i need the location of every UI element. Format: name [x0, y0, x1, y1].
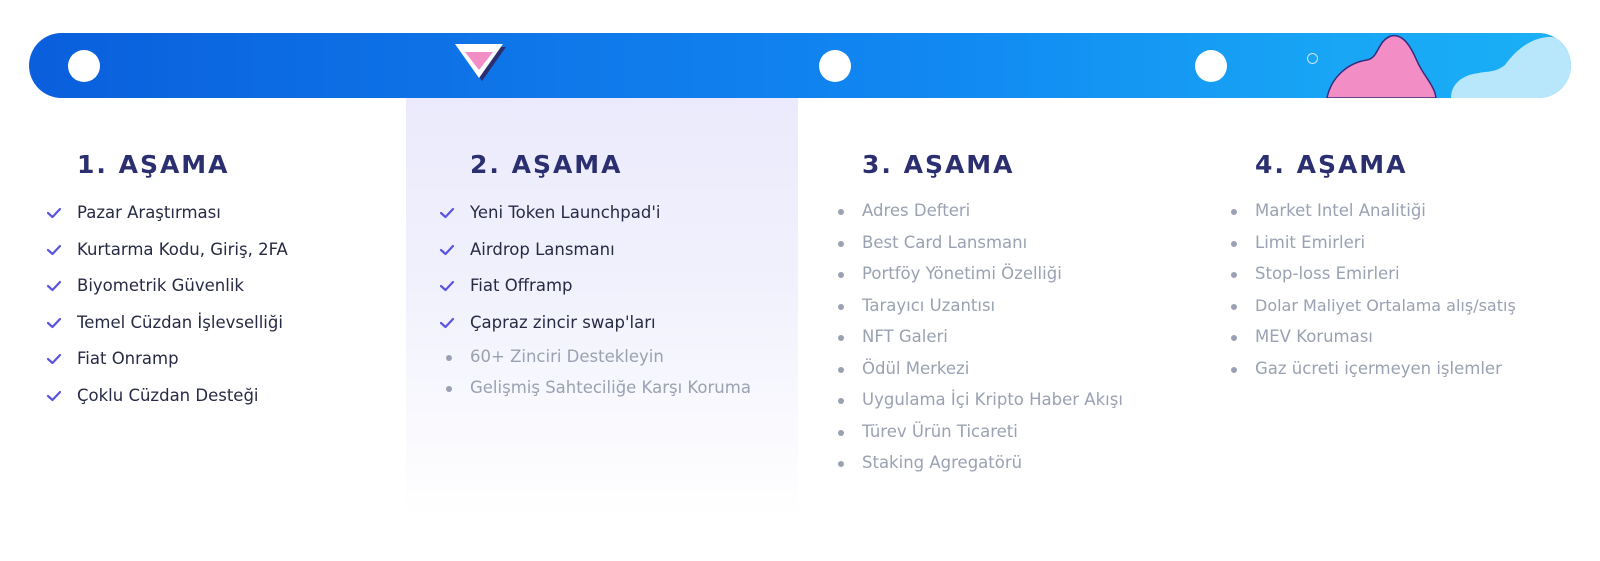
- item-label: Çoklu Cüzdan Desteği: [77, 385, 259, 405]
- stage-title: 2. AŞAMA: [470, 150, 623, 179]
- list-item: [862, 201, 1123, 233]
- check-icon: [46, 206, 62, 220]
- stage-items: [77, 203, 288, 423]
- bullet-icon: [1231, 335, 1237, 341]
- item-label: Airdrop Lansmanı: [470, 239, 615, 259]
- check-icon: [46, 389, 62, 403]
- list-item: [1255, 233, 1516, 265]
- stage-items: [862, 201, 1123, 485]
- bullet-icon: [838, 367, 844, 373]
- stage-items: [1255, 201, 1516, 390]
- list-item: [77, 203, 288, 240]
- list-item: [862, 233, 1123, 265]
- item-label: Stop-loss Emirleri: [1255, 264, 1400, 283]
- blob-decoration: [1319, 33, 1571, 98]
- timeline-bar: [29, 33, 1571, 98]
- list-item: [1255, 201, 1516, 233]
- item-label: Çapraz zincir swap'ları: [470, 312, 656, 332]
- list-item: [77, 276, 288, 313]
- bullet-icon: [838, 304, 844, 310]
- list-item: [470, 313, 751, 347]
- stage-1-dot: [68, 50, 100, 82]
- stage-items: [470, 203, 751, 410]
- item-label: Türev Ürün Ticareti: [862, 421, 1018, 441]
- bullet-icon: [838, 209, 844, 215]
- bullet-icon: [838, 272, 844, 278]
- item-label: Ödül Merkezi: [862, 358, 970, 378]
- item-label: 60+ Zinciri Destekleyin: [470, 346, 664, 366]
- stage-title: 4. AŞAMA: [1255, 150, 1408, 179]
- list-item: [470, 203, 751, 240]
- item-label: Fiat Offramp: [470, 276, 573, 296]
- list-item: [470, 240, 751, 277]
- stage-4-dot: [1195, 50, 1227, 82]
- chevron-down-icon: [455, 44, 509, 86]
- list-item: [77, 386, 288, 423]
- list-item: [77, 240, 288, 277]
- list-item: [77, 313, 288, 350]
- check-icon: [439, 243, 455, 257]
- list-item: [862, 453, 1123, 485]
- list-item: [77, 349, 288, 386]
- item-label: Fiat Onramp: [77, 349, 179, 369]
- item-label: Temel Cüzdan İşlevselliği: [77, 312, 283, 332]
- list-item: [1255, 264, 1516, 296]
- item-label: Biyometrik Güvenlik: [77, 276, 244, 296]
- item-label: Kurtarma Kodu, Giriş, 2FA: [77, 239, 288, 259]
- stage-title: 3. AŞAMA: [862, 150, 1015, 179]
- bullet-icon: [838, 241, 844, 247]
- bullet-icon: [838, 335, 844, 341]
- list-item: [1255, 296, 1516, 328]
- stage-4-column: [1191, 98, 1583, 518]
- bullet-icon: [446, 386, 452, 392]
- stage-1-column: [13, 98, 405, 518]
- item-label: MEV Koruması: [1255, 327, 1373, 346]
- item-label: NFT Galeri: [862, 327, 948, 346]
- list-item: [470, 347, 751, 379]
- item-label: Staking Agregatörü: [862, 453, 1023, 472]
- bullet-icon: [1231, 367, 1237, 373]
- bullet-icon: [1231, 272, 1237, 278]
- item-label: Market Intel Analitiği: [1255, 201, 1426, 220]
- stage-title: 1. AŞAMA: [77, 150, 230, 179]
- list-item: [470, 276, 751, 313]
- item-label: Gelişmiş Sahteciliğe Karşı Koruma: [470, 378, 751, 398]
- item-label: Best Card Lansmanı: [862, 232, 1028, 252]
- item-label: Yeni Token Launchpad'i: [470, 203, 661, 222]
- list-item: [862, 296, 1123, 328]
- list-item: [862, 422, 1123, 454]
- bullet-icon: [446, 355, 452, 361]
- list-item: [862, 390, 1123, 422]
- list-item: [470, 378, 751, 410]
- check-icon: [46, 352, 62, 366]
- list-item: [862, 264, 1123, 296]
- bullet-icon: [1231, 241, 1237, 247]
- item-label: Gaz ücreti içermeyen işlemler: [1255, 358, 1502, 378]
- item-label: Limit Emirleri: [1255, 232, 1366, 252]
- item-label: Dolar Maliyet Ortalama alış/satış: [1255, 295, 1516, 315]
- list-item: [1255, 327, 1516, 359]
- item-label: Adres Defteri: [862, 201, 971, 220]
- item-label: Pazar Araştırması: [77, 203, 221, 222]
- bullet-icon: [838, 430, 844, 436]
- item-label: Uygulama İçi Kripto Haber Akışı: [862, 390, 1123, 409]
- list-item: [862, 327, 1123, 359]
- item-label: Portföy Yönetimi Özelliği: [862, 264, 1062, 283]
- item-label: Tarayıcı Uzantısı: [862, 295, 996, 315]
- check-icon: [439, 206, 455, 220]
- list-item: [862, 359, 1123, 391]
- check-icon: [439, 279, 455, 293]
- list-item: [1255, 359, 1516, 391]
- stage-3-dot: [819, 50, 851, 82]
- small-ring-decoration: [1307, 53, 1318, 64]
- bullet-icon: [838, 398, 844, 404]
- bullet-icon: [838, 461, 844, 467]
- check-icon: [46, 243, 62, 257]
- check-icon: [46, 316, 62, 330]
- stage-3-column: [798, 98, 1190, 518]
- bullet-icon: [1231, 209, 1237, 215]
- check-icon: [439, 316, 455, 330]
- check-icon: [46, 279, 62, 293]
- bullet-icon: [1231, 304, 1237, 310]
- stage-2-column: [406, 98, 798, 518]
